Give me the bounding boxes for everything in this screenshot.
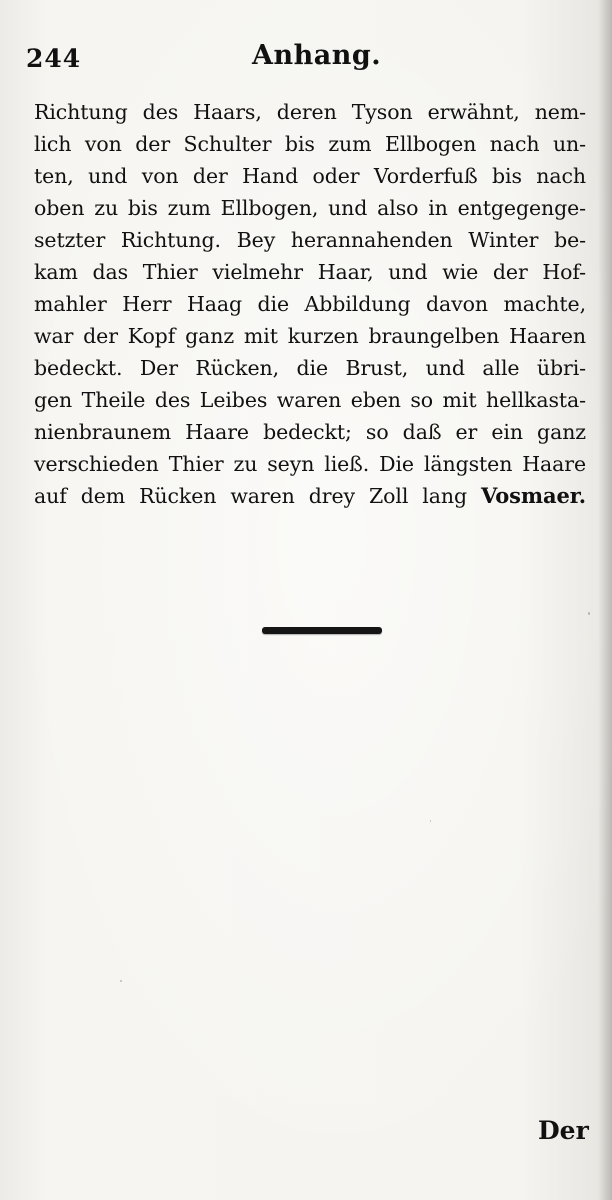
text-line: oben zu bis zum Ellbogen, und also in entgegenge-: [34, 196, 586, 220]
text-line: mahler Herr Haag die Abbildung davon machte,: [34, 292, 586, 316]
text-line: kam das Thier vielmehr Haar, und wie der Hof-: [34, 260, 586, 284]
text-line: bedeckt. Der Rücken, die Brust, und alle übri-: [34, 356, 586, 380]
paper-speck: [430, 820, 431, 822]
body-text: [34, 96, 586, 512]
text-line: lich von der Schulter bis zum Ellbogen nach un-: [34, 132, 586, 156]
text-line: gen Theile des Leibes waren eben so mit hellkasta-: [34, 388, 586, 412]
paper-speck: [120, 980, 122, 982]
text-line: nienbraunem Haare bedeckt; so daß er ein ganz: [34, 420, 586, 444]
page-number: 244: [26, 44, 82, 73]
final-line-text: auf dem Rücken waren drey Zoll lang: [34, 484, 467, 508]
text-line: ten, und von der Hand oder Vorderfuß bis nach: [34, 164, 586, 188]
text-line: verschieden Thier zu seyn ließ. Die längsten Haare: [34, 452, 586, 476]
text-line-final: [34, 480, 586, 512]
text-line: setzter Richtung. Bey herannahenden Winter be-: [34, 228, 586, 252]
section-divider-rule: [262, 627, 382, 634]
text-line: Richtung des Haars, deren Tyson erwähnt, nem-: [34, 100, 586, 124]
running-head: Anhang.: [252, 40, 382, 71]
page-header: [22, 38, 590, 78]
paper-speck: [48, 362, 50, 364]
paper-speck: [588, 612, 590, 615]
author-signature: Vosmaer.: [480, 483, 586, 508]
page-edge-shadow: [598, 0, 612, 1200]
catchword: Der: [538, 1116, 589, 1145]
text-line: war der Kopf ganz mit kurzen braungelben Haaren: [34, 324, 586, 348]
